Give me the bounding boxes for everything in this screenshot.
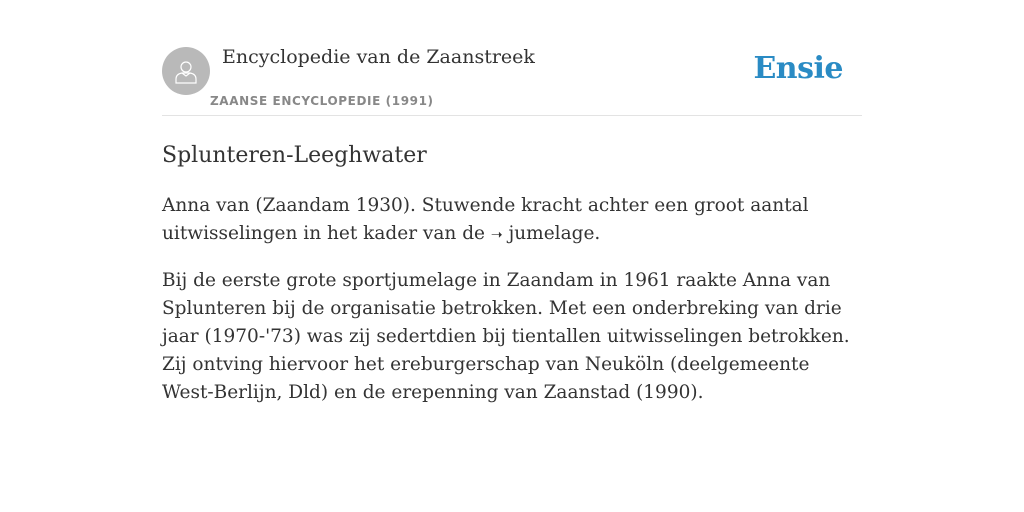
source-avatar[interactable] (162, 47, 210, 95)
entry-paragraph-2: Bij de eerste grote sportjumelage in Zaandam in 1961 raakte Anna van Splunteren bij de organisatie betrokken. Met een onderbreking van drie jaar (1970-'73) was zij sedertdien bij tientallen uitwisselingen betrokken. Zij ontving hiervoor het ereburgerschap van Neuköln (deelgemeente West-Berlijn, Dld) en de erepenning van Zaanstad (1990). (162, 270, 850, 403)
entry-title: Splunteren-Leeghwater (162, 143, 427, 168)
source-header (162, 0, 862, 116)
entry-paragraph-1 (162, 192, 862, 249)
jumelage-link[interactable]: jumelage. (508, 223, 601, 244)
user-icon (172, 57, 200, 85)
source-subtitle: ZAANSE ENCYCLOPEDIE (1991) (210, 94, 434, 108)
brand-logo[interactable]: Ensie (753, 51, 843, 86)
paragraph-1-text: Anna van (Zaandam 1930). Stuwende kracht achter een groot aantal uitwisselingen in het kader van de (162, 195, 809, 244)
arrow-icon: ➝ (490, 227, 503, 243)
source-title[interactable]: Encyclopedie van de Zaanstreek (222, 46, 535, 68)
page-container (162, 0, 862, 407)
